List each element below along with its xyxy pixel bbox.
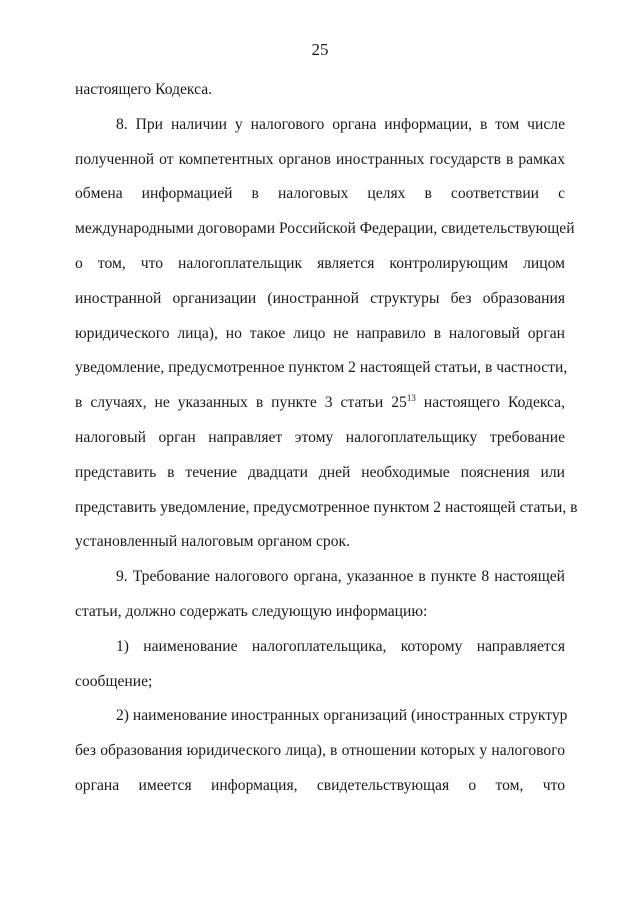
- text-line: юридического лица), но такое лицо не направило в налоговый орган: [75, 324, 565, 342]
- text-fragment: в случаях, не указанных в пункте 3 статьи 25: [75, 394, 407, 412]
- text-line-with-superscript: [75, 386, 565, 421]
- text-line: иностранной организации (иностранной структуры без образования: [75, 289, 565, 307]
- text-line: представить уведомление, предусмотренное пунктом 2 настоящей статьи, в: [75, 498, 578, 516]
- document-body: [75, 73, 578, 804]
- text-line: органа имеется информация, свидетельствующая о том, что: [75, 776, 565, 794]
- text-line: полученной от компетентных органов иностранных государств в рамках: [75, 150, 565, 168]
- text-line: без образования юридического лица), в отношении которых у налогового: [75, 742, 565, 760]
- text-line: 8. При наличии у налогового органа информации, в том числе: [116, 115, 565, 133]
- text-line: 9. Требование налогового органа, указанное в пункте 8 настоящей: [116, 568, 565, 586]
- text-line: налоговый орган направляет этому налогоплательщику требование: [75, 428, 565, 446]
- text-line: о том, что налогоплательщик является контролирующим лицом: [75, 254, 565, 272]
- text-line: международными договорами Российской Федерации, свидетельствующей: [75, 220, 575, 238]
- text-fragment: настоящего Кодекса,: [415, 394, 565, 412]
- superscript: 13: [406, 393, 416, 404]
- text-line: 1) наименование налогоплательщика, которому направляется: [116, 637, 565, 655]
- text-line: 2) наименование иностранных организаций (иностранных структур: [116, 707, 568, 725]
- text-line: уведомление, предусмотренное пунктом 2 настоящей статьи, в частности,: [75, 359, 568, 377]
- text-line: настоящего Кодекса.: [75, 81, 213, 98]
- text-line: установленный налоговым органом срок.: [75, 533, 350, 551]
- page-number: 25: [311, 40, 329, 59]
- text-line: обмена информацией в налоговых целях в соответствии с: [75, 185, 565, 203]
- text-line: сообщение;: [75, 672, 153, 690]
- text-line: статьи, должно содержать следующую информацию:: [75, 602, 428, 620]
- text-line: представить в течение двадцати дней необходимые пояснения или: [75, 463, 565, 481]
